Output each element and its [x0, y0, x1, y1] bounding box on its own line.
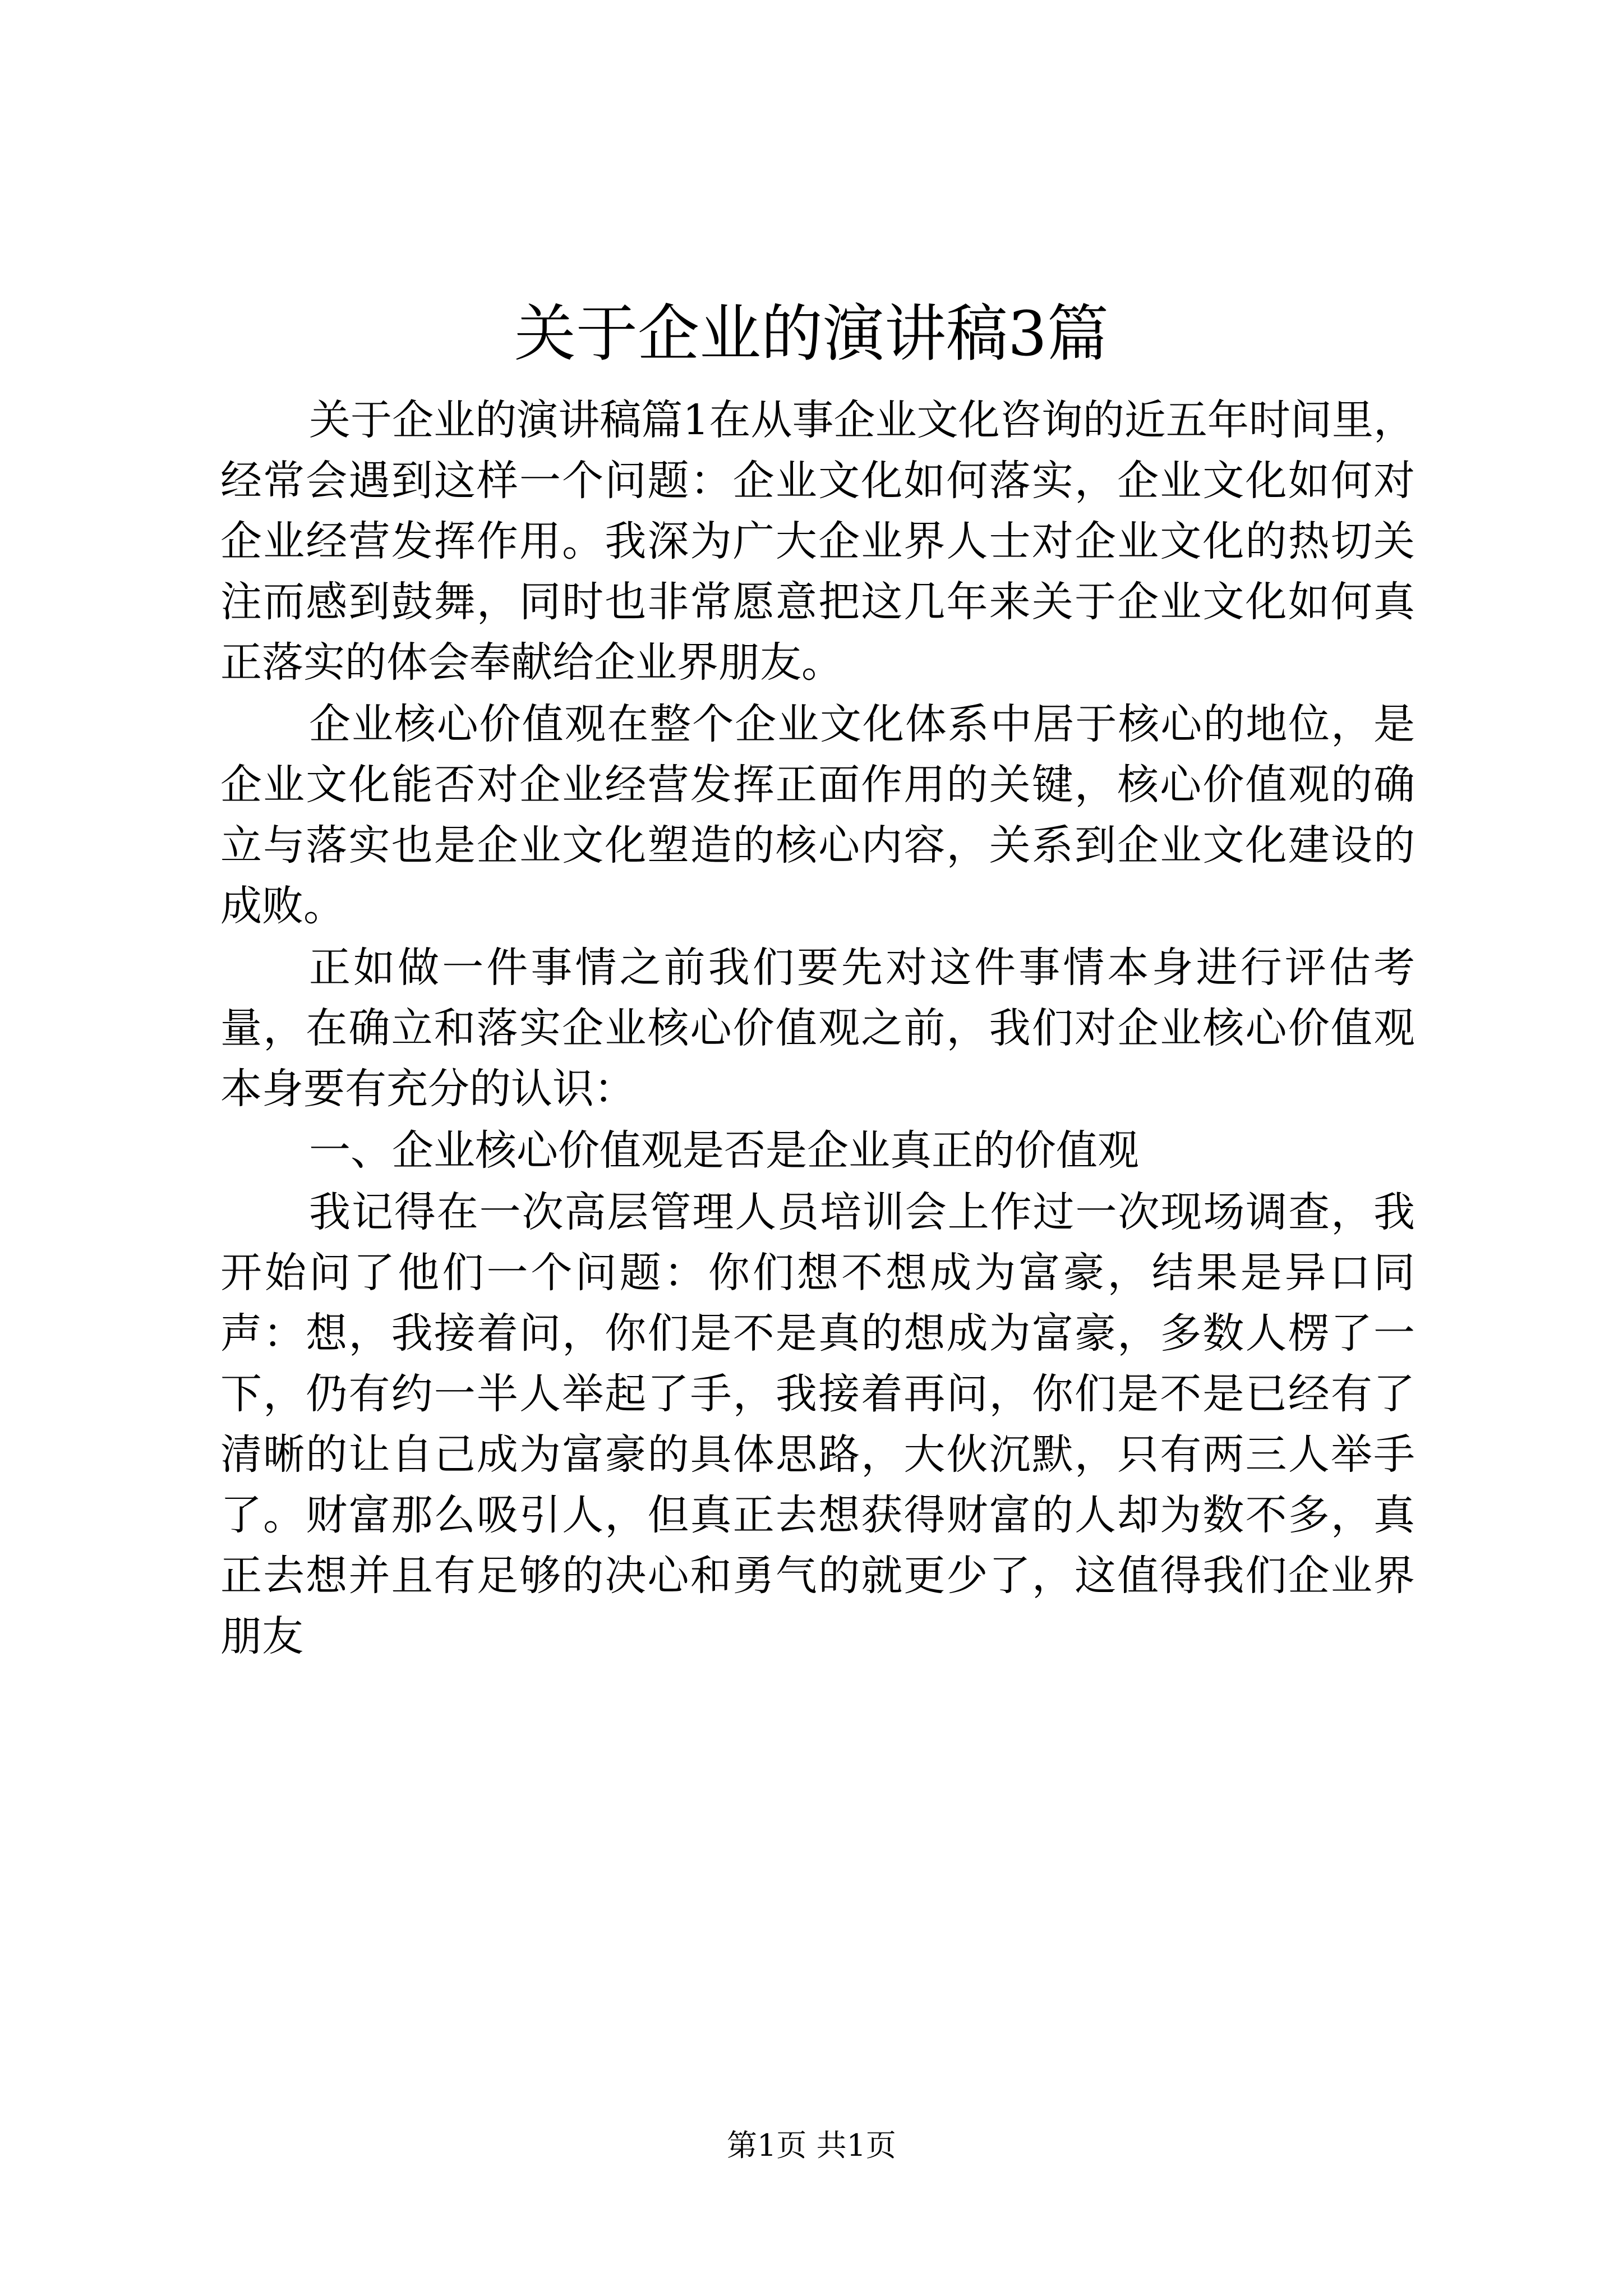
- paragraph: 企业核心价值观在整个企业文化体系中居于核心的地位，是企业文化能否对企业经营发挥正面作用的关键，核心价值观的确立与落实也是企业文化塑造的核心内容，关系到企业文化建设的成败。: [220, 700, 1415, 930]
- document-body: [220, 390, 1415, 1668]
- page-footer: 第1页 共1页: [727, 2128, 896, 2163]
- paragraph: 关于企业的演讲稿篇1在从事企业文化咨询的近五年时间里，经常会遇到这样一个问题：企业文化如何落实，企业文化如何对企业经营发挥作用。我深为广大企业界人士对企业文化的热切关注而感到鼓舞，同时也非常愿意把这几年来关于企业文化如何真正落实的体会奉献给企业界朋友。: [220, 396, 1415, 687]
- paragraph: 正如做一件事情之前我们要先对这件事情本身进行评估考量，在确立和落实企业核心价值观之前，我们对企业核心价值观本身要有充分的认识：: [220, 944, 1415, 1113]
- paragraph: 我记得在一次高层管理人员培训会上作过一次现场调查，我开始问了他们一个问题：你们想不想成为富豪，结果是异口同声：想，我接着问，你们是不是真的想成为富豪，多数人楞了一下，仍有约一半人举起了手，我接着再问，你们是不是已经有了清晰的让自己成为富豪的具体思路，大伙沉默，只有两三人举手了。财富那么吸引人，但真正去想获得财富的人却为数不多，真正去想并且有足够的决心和勇气的就更少了，这值得我们企业界朋友: [220, 1188, 1415, 1660]
- section-heading: 一、企业核心价值观是否是企业真正的价值观: [309, 1126, 1139, 1175]
- document-title: 关于企业的演讲稿3篇: [514, 298, 1109, 370]
